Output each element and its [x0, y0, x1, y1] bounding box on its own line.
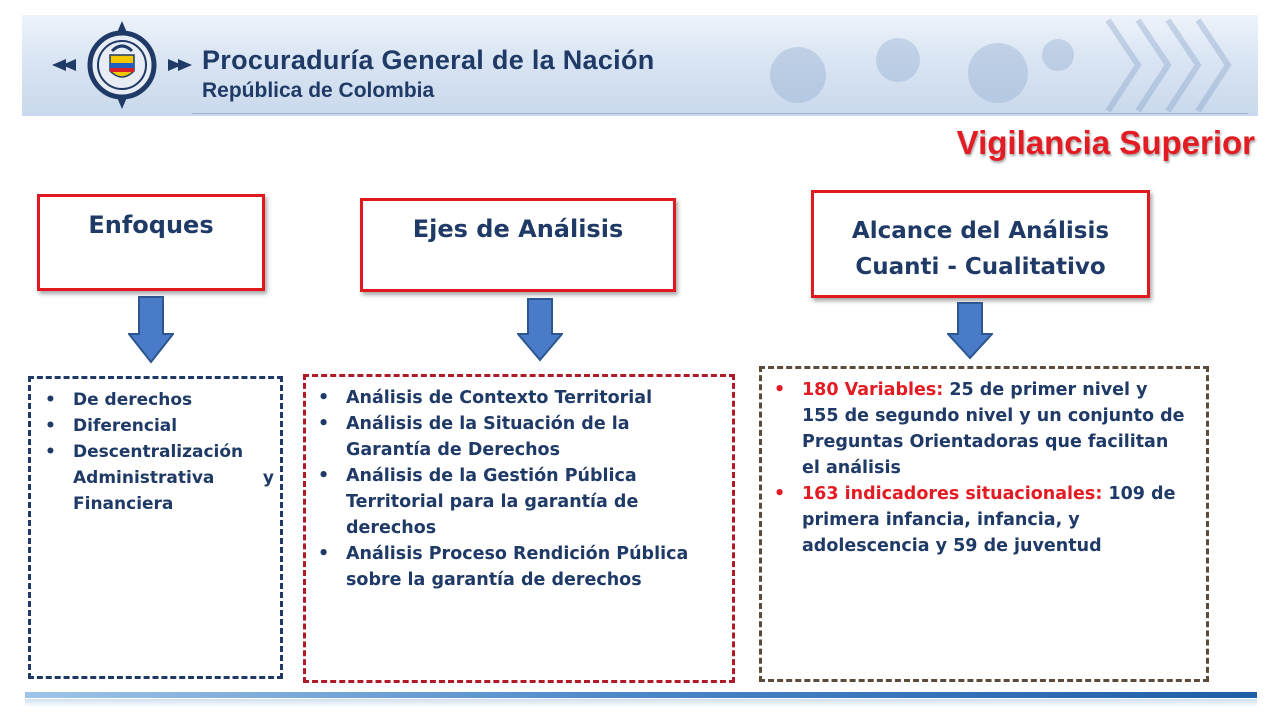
banner-rule [192, 113, 1248, 114]
down-arrow-icon [947, 302, 993, 360]
colombia-coat-of-arms-seal [52, 21, 192, 109]
indicadores-highlight: 163 indicadores situacionales: [802, 484, 1103, 504]
list-item: • Análisis de Contexto Territorial [316, 385, 718, 411]
list-item-line: Descentralización [73, 442, 244, 462]
list-item: • De derechos [43, 387, 274, 413]
list-item [772, 481, 1188, 559]
heading-alcance-del-analisis [811, 190, 1150, 298]
list-item: • Análisis de la Gestión Pública Territorial para la garantía de derechos [316, 463, 718, 541]
heading-alcance-line1: Alcance del Análisis [851, 218, 1110, 244]
heading-ejes-de-analisis [360, 198, 676, 292]
list-item [43, 439, 274, 517]
list-item: • Análisis Proceso Rendición Pública sobre la garantía de derechos [316, 541, 718, 593]
org-name: Procuraduría General de la Nación [202, 45, 655, 75]
footer-stripe-shadow [25, 699, 1257, 707]
org-subtitle: República de Colombia [202, 79, 435, 102]
list-item-line: Administrativa y Financiera [73, 468, 274, 514]
slide-title: Vigilancia Superior [956, 124, 1255, 161]
heading-enfoques [37, 194, 265, 291]
list-item: • Análisis de la Situación de la Garantía de Derechos [316, 411, 718, 463]
footer-stripe [25, 692, 1257, 698]
banner-watermark [638, 15, 1258, 116]
heading-enfoques-label: Enfoques [88, 211, 214, 239]
heading-ejes-label: Ejes de Análisis [412, 215, 624, 243]
indicadores-text: 109 de primera infancia, infancia, y adolescencia y 59 de juventud [802, 484, 1176, 556]
variables-text: 25 de primer nivel y 155 de segundo nivel y un conjunto de Preguntas Orientadoras que facilitan el análisis [802, 380, 1185, 478]
alcance-list-box [759, 366, 1209, 682]
down-arrow-icon [517, 298, 563, 362]
down-arrow-icon [128, 296, 174, 364]
variables-highlight: 180 Variables: [802, 380, 944, 400]
ejes-list-box [303, 374, 735, 683]
heading-alcance-line2: Cuanti - Cualitativo [855, 254, 1106, 280]
list-item [772, 377, 1188, 481]
enfoques-list-box [28, 376, 283, 679]
header-banner [22, 15, 1258, 116]
list-item: • Diferencial [43, 413, 274, 439]
